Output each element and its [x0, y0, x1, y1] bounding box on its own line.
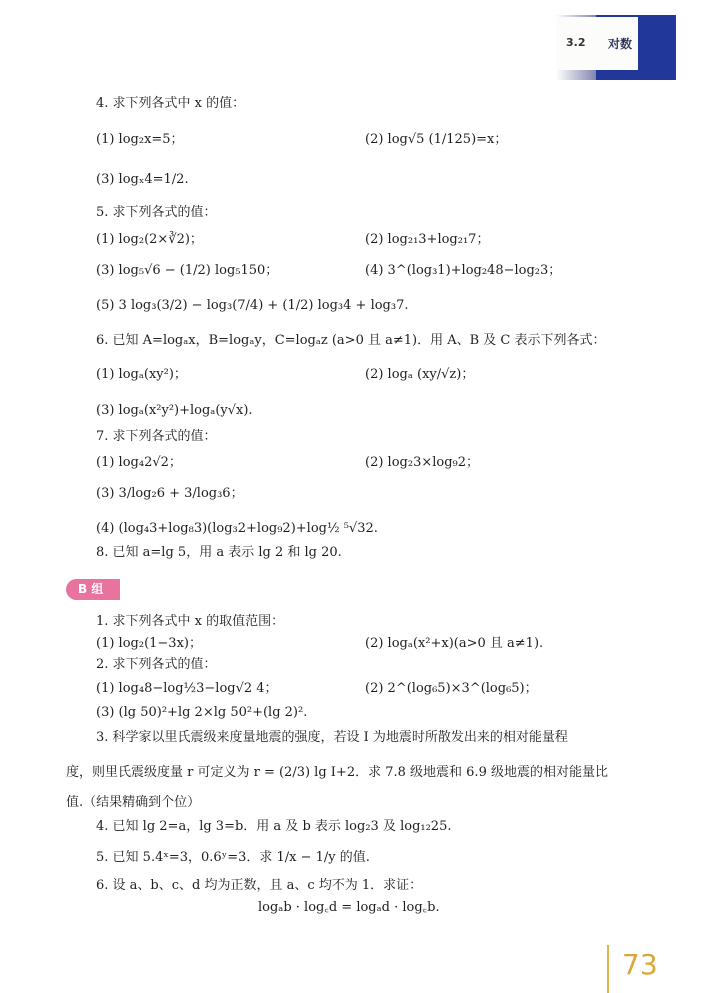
question-b3-line: 值.（结果精确到个位）	[66, 795, 201, 810]
page-number-divider	[607, 945, 609, 993]
question-a5-item: (3) log₅√6 − (1/2) log₅150；	[96, 263, 279, 278]
question-b6-formula: logₐb · log꜀d = logₐd · log꜀b.	[258, 900, 440, 915]
question-a6-item: (1) logₐ(xy²)；	[96, 367, 187, 382]
question-a5-item: (1) log₂(2×∛2)；	[96, 232, 203, 247]
question-a5-item: (2) log₂₁3+log₂₁7；	[365, 232, 490, 247]
question-a6-item: (2) logₐ (xy/√z)；	[365, 367, 475, 382]
question-a5-item: (5) 3 log₃(3/2) − log₃(7/4) + (1/2) log₃4 + log₃7.	[96, 298, 409, 313]
question-b4-title: 4. 已知 lg 2=a，lg 3=b．用 a 及 b 表示 log₂3 及 log₁₂25.	[96, 819, 452, 834]
page-number: 73	[622, 948, 658, 981]
question-a6-item: (3) logₐ(x²y²)+logₐ(y√x).	[96, 403, 253, 418]
question-a7-item: (3) 3/log₂6 + 3/log₃6；	[96, 486, 244, 501]
question-b2-item: (3) (lg 50)²+lg 2×lg 50²+(lg 2)².	[96, 705, 308, 720]
question-a4-title: 4. 求下列各式中 x 的值：	[96, 96, 246, 111]
question-b2-item: (2) 2^(log₆5)×3^(log₆5)；	[365, 681, 538, 696]
question-a7-title: 7. 求下列各式的值：	[96, 429, 217, 444]
question-b1-title: 1. 求下列各式中 x 的取值范围：	[96, 614, 285, 629]
question-b1-item: (1) log₂(1−3x)；	[96, 636, 202, 651]
question-a4-item: (2) log√5 (1/125)=x；	[365, 132, 508, 147]
section-title: 对数	[608, 37, 633, 51]
group-b-badge: B 组	[66, 579, 120, 600]
question-b6-title: 6. 设 a、b、c、d 均为正数，且 a、c 均不为 1．求证：	[96, 878, 423, 893]
question-b5-title: 5. 已知 5.4ˣ=3，0.6ʸ=3．求 1/x − 1/y 的值.	[96, 850, 370, 865]
question-b2-item: (1) log₄8−log½3−log√2 4；	[96, 681, 278, 696]
question-b2-title: 2. 求下列各式的值：	[96, 657, 217, 672]
question-b3-line: 度，则里氏震级度量 r 可定义为 r = (2/3) lg I+2．求 7.8 级地震和 6.9 级地震的相对能量比	[66, 765, 608, 780]
question-b1-item: (2) logₐ(x²+x)(a>0 且 a≠1).	[365, 636, 544, 651]
section-number: 3.2	[566, 36, 586, 49]
question-b3-line: 3. 科学家以里氏震级来度量地震的强度，若设 I 为地震时所散发出来的相对能量程	[96, 730, 568, 745]
question-a4-item: (3) logₓ4=1/2.	[96, 172, 189, 187]
question-a5-item: (4) 3^(log₃1)+log₂48−log₂3；	[365, 263, 562, 278]
question-a6-title: 6. 已知 A=logₐx，B=logₐy，C=logₐz (a>0 且 a≠1)．用 A、B 及 C 表示下列各式：	[96, 333, 606, 348]
question-a4-item: (1) log₂x=5；	[96, 132, 184, 147]
question-a7-item: (4) (log₄3+log₈3)(log₃2+log₉2)+log½ ⁵√32.	[96, 521, 378, 536]
question-a7-item: (2) log₂3×log₉2；	[365, 455, 480, 470]
question-a5-title: 5. 求下列各式的值：	[96, 205, 217, 220]
question-a8-title: 8. 已知 a=lg 5，用 a 表示 lg 2 和 lg 20.	[96, 545, 342, 560]
question-a7-item: (1) log₄2√2；	[96, 455, 182, 470]
